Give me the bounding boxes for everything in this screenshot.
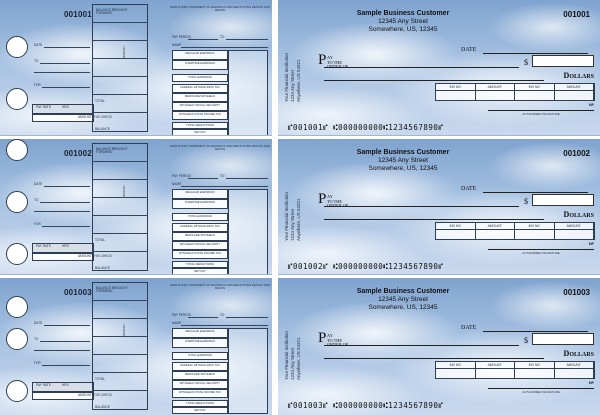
social-security-label: WITHHELD SOCIAL SECURITY	[172, 380, 228, 389]
customer-name: Sample Business Customer	[356, 149, 450, 156]
federal-withholding-label: FEDERAL WITHHOLDING TAX	[172, 223, 228, 232]
bank-name: Your Financial Institution	[284, 192, 289, 241]
pay-to-order-label: AY TO THE ORDER OF	[327, 333, 349, 347]
dollars-label: Dollars	[563, 71, 594, 80]
date-label: DATE	[461, 47, 477, 53]
payee-line[interactable]	[324, 67, 519, 68]
customer-name: Sample Business Customer	[356, 288, 450, 295]
invoice-table	[435, 361, 595, 379]
state-income-tax-label: WITHHELD STATE INCOME TAX	[172, 250, 228, 259]
overtime-earnings-label: OVERTIME EARNINGS	[172, 60, 228, 70]
overtime-earnings-label: OVERTIME EARNINGS	[172, 338, 228, 348]
amount-box[interactable]	[532, 333, 594, 345]
bank-street: 1234 Any Street	[290, 347, 295, 380]
hrs-label: HRS	[62, 105, 69, 109]
mp-mark: MP	[588, 242, 594, 246]
binder-hole	[6, 380, 28, 402]
authorized-signature-label: AUTHORIZED SIGNATURE	[522, 112, 560, 116]
state-income-tax-label: WITHHELD STATE INCOME TAX	[172, 111, 228, 120]
for-label: FOR	[34, 361, 41, 365]
hrs-label: HRS	[62, 244, 69, 248]
stub-number: 001001	[64, 10, 92, 19]
bank-city: Anywhere, US 54321	[296, 198, 301, 241]
pay-to-order-label: AY TO THE ORDER OF	[327, 55, 349, 69]
customer-city: Somewhere, US, 12345	[368, 26, 438, 33]
date-line[interactable]	[483, 192, 588, 193]
check-number: 001002	[563, 149, 590, 158]
statement-header: EMPLOYEE'S STATEMENT OF EARNINGS AND DEDUCTIONS DETACH AND RETAIN	[170, 5, 270, 13]
date-line[interactable]	[483, 53, 588, 54]
date-label: DATE	[461, 186, 477, 192]
customer-street: 12345 Any Street	[378, 157, 428, 164]
net-pay-label: NET PAY	[172, 268, 228, 275]
customer-city: Somewhere, US, 12345	[368, 304, 438, 311]
dollars-label: Dollars	[563, 349, 594, 358]
voucher-stub-3	[0, 278, 272, 415]
total-label: TOTAL	[95, 238, 105, 242]
pay-period-label: PAY PERIOD	[172, 313, 191, 317]
total-deductions-label: TOTAL DEDUCTIONS	[172, 261, 228, 268]
micr-line: ⑈001001⑈ ⑆000000000⑆1234567890⑈	[288, 123, 444, 132]
authorized-signature-label: AUTHORIZED SIGNATURE	[522, 390, 560, 394]
amount-header: AMOUNT	[476, 362, 516, 378]
amount-box[interactable]	[532, 55, 594, 67]
social-security-label: WITHHELD SOCIAL SECURITY	[172, 102, 228, 111]
customer-street: 12345 Any Street	[378, 18, 428, 25]
balance-label: BALANCE	[95, 266, 110, 270]
date-label: DATE	[34, 182, 43, 186]
balance-forward-label: BALANCE BROUGHT FORWARD	[96, 147, 128, 155]
amount-words-line[interactable]	[324, 80, 544, 81]
pay-period-label: PAY PERIOD	[172, 174, 191, 178]
balance-forward-label: BALANCE BROUGHT FORWARD	[96, 286, 128, 294]
total-deductions-label: TOTAL DEDUCTIONS	[172, 400, 228, 407]
state-income-tax-label: WITHHELD STATE INCOME TAX	[172, 389, 228, 398]
amount-words-line[interactable]	[324, 358, 544, 359]
inv-no-header-2: INV NO	[515, 84, 555, 100]
amount-header-2: AMOUNT	[555, 223, 595, 239]
bank-city: Anywhere, US 54321	[296, 59, 301, 102]
medicare-label: MEDICARE WITHHELD	[172, 371, 228, 380]
invoice-table	[435, 83, 595, 101]
name-label: NAME	[172, 43, 182, 47]
to-label: TO	[34, 337, 39, 341]
customer-city: Somewhere, US, 12345	[368, 165, 438, 172]
name-label: NAME	[172, 321, 182, 325]
total-earnings-label: TOTAL EARNINGS	[172, 352, 228, 360]
federal-withholding-label: FEDERAL WITHHOLDING TAX	[172, 362, 228, 371]
date-label: DATE	[34, 321, 43, 325]
inv-no-header: INV NO	[436, 223, 476, 239]
amount-this-check-label: AMOUNT THIS CHECK	[78, 115, 112, 119]
bank-info	[282, 310, 312, 380]
amount-header-2: AMOUNT	[555, 362, 595, 378]
medicare-label: MEDICARE WITHHELD	[172, 232, 228, 241]
medicare-label: MEDICARE WITHHELD	[172, 93, 228, 102]
inv-no-header: INV NO	[436, 362, 476, 378]
signature-line[interactable]	[488, 110, 594, 111]
mp-mark: MP	[588, 381, 594, 385]
balance-label: BALANCE	[95, 405, 110, 409]
check-number: 001001	[563, 10, 590, 19]
amount-box[interactable]	[532, 194, 594, 206]
check-1	[278, 0, 600, 136]
total-label: TOTAL	[95, 99, 105, 103]
overtime-earnings-label: OVERTIME EARNINGS	[172, 199, 228, 209]
deposit-label: DEPOSIT	[122, 185, 126, 199]
binder-hole	[6, 243, 28, 265]
to-label: TO	[34, 59, 39, 63]
net-pay-label: NET PAY	[172, 129, 228, 136]
date-label: DATE	[34, 43, 43, 47]
binder-hole	[6, 139, 28, 161]
federal-withholding-label: FEDERAL WITHHOLDING TAX	[172, 84, 228, 93]
statement-header: EMPLOYEE'S STATEMENT OF EARNINGS AND DEDUCTIONS DETACH AND RETAIN	[170, 283, 270, 291]
social-security-label: WITHHELD SOCIAL SECURITY	[172, 241, 228, 250]
voucher-stub-2	[0, 139, 272, 275]
dollar-sign: $	[524, 58, 528, 67]
check-number: 001003	[563, 288, 590, 297]
balance-label: BALANCE	[95, 127, 110, 131]
binder-hole	[6, 88, 28, 110]
payee-line[interactable]	[324, 345, 519, 346]
amount-this-check-label: AMOUNT THIS CHECK	[78, 393, 112, 397]
amount-header-2: AMOUNT	[555, 84, 595, 100]
dollar-sign: $	[524, 336, 528, 345]
pay-initial: P	[318, 52, 327, 68]
bank-street: 1234 Any Street	[290, 208, 295, 241]
binder-hole	[6, 328, 28, 350]
balance-forward-label: BALANCE BROUGHT FORWARD	[96, 8, 128, 16]
bank-name: Your Financial Institution	[284, 331, 289, 380]
total-earnings-label: TOTAL EARNINGS	[172, 213, 228, 221]
pay-initial: P	[318, 191, 327, 207]
dollar-sign: $	[524, 197, 528, 206]
regular-earnings-label: REGULAR EARNINGS	[172, 328, 228, 338]
pay-initial: P	[318, 330, 327, 346]
total-label: TOTAL	[95, 377, 105, 381]
micr-line: ⑈001002⑈ ⑆000000000⑆1234567890⑈	[288, 262, 444, 271]
check-3	[278, 278, 600, 415]
statement-header: EMPLOYEE'S STATEMENT OF EARNINGS AND DEDUCTIONS DETACH AND RETAIN	[170, 144, 270, 152]
hrs-label: HRS	[62, 383, 69, 387]
deposit-label: DEPOSIT	[122, 324, 126, 338]
amount-header: AMOUNT	[476, 84, 516, 100]
total-earnings-label: TOTAL EARNINGS	[172, 74, 228, 82]
bank-info	[282, 32, 312, 102]
regular-earnings-label: REGULAR EARNINGS	[172, 189, 228, 199]
pay-period-label: PAY PERIOD	[172, 35, 191, 39]
voucher-stub-1	[0, 0, 272, 136]
pay-period-to-label: TO	[220, 35, 225, 39]
mp-mark: MP	[588, 103, 594, 107]
dollars-label: Dollars	[563, 210, 594, 219]
for-label: FOR	[34, 222, 41, 226]
pay-to-order-label: AY TO THE ORDER OF	[327, 194, 349, 208]
stub-number: 001003	[64, 288, 92, 297]
amount-header: AMOUNT	[476, 223, 516, 239]
amount-this-check-label: AMOUNT THIS CHECK	[78, 254, 112, 258]
signature-line[interactable]	[488, 249, 594, 250]
bank-city: Anywhere, US 54321	[296, 337, 301, 380]
binder-hole	[6, 191, 28, 213]
inv-no-header-2: INV NO	[515, 223, 555, 239]
pay-rate-label: PAY RATE	[36, 383, 51, 387]
bank-info	[282, 171, 312, 241]
authorized-signature-label: AUTHORIZED SIGNATURE	[522, 251, 560, 255]
total-deductions-label: TOTAL DEDUCTIONS	[172, 122, 228, 129]
micr-line: ⑈001003⑈ ⑆000000000⑆1234567890⑈	[288, 401, 444, 410]
binder-hole	[6, 36, 28, 58]
pay-period-to-label: TO	[220, 174, 225, 178]
regular-earnings-label: REGULAR EARNINGS	[172, 50, 228, 60]
binder-hole	[6, 296, 28, 318]
date-line[interactable]	[483, 331, 588, 332]
pay-rate-label: PAY RATE	[36, 244, 51, 248]
bank-street: 1234 Any Street	[290, 69, 295, 102]
check-2	[278, 139, 600, 275]
payee-line[interactable]	[324, 206, 519, 207]
deposit-label: DEPOSIT	[122, 46, 126, 60]
to-label: TO	[34, 198, 39, 202]
signature-line[interactable]	[488, 388, 594, 389]
net-pay-label: NET PAY	[172, 407, 228, 414]
date-label: DATE	[461, 325, 477, 331]
pay-rate-label: PAY RATE	[36, 105, 51, 109]
amount-words-line[interactable]	[324, 219, 544, 220]
name-label: NAME	[172, 182, 182, 186]
bank-name: Your Financial Institution	[284, 53, 289, 102]
customer-street: 12345 Any Street	[378, 296, 428, 303]
stub-number: 001002	[64, 149, 92, 158]
invoice-table	[435, 222, 595, 240]
inv-no-header-2: INV NO	[515, 362, 555, 378]
pay-period-to-label: TO	[220, 313, 225, 317]
for-label: FOR	[34, 83, 41, 87]
inv-no-header: INV NO	[436, 84, 476, 100]
customer-name: Sample Business Customer	[356, 10, 450, 17]
